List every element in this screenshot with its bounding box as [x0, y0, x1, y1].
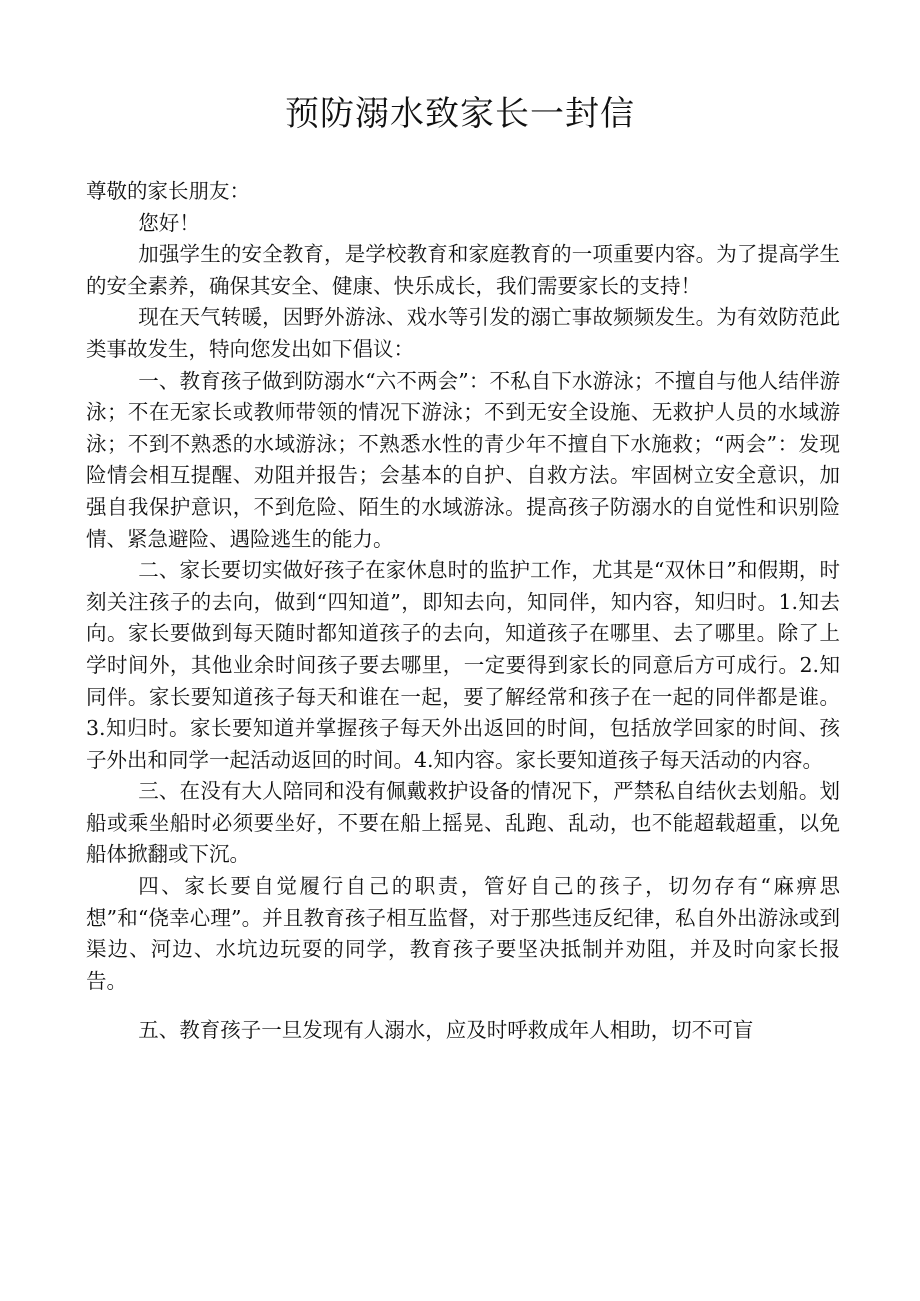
paragraph-item-2: 二、家长要切实做好孩子在家休息时的监护工作，尤其是“双休日”和假期，时刻关注孩子的去向，做到“四知道”，即知去向，知同伴，知内容，知归时。1.知去向。家长要做到每天随时都知道孩子的去向，知道孩子在哪里、去了哪里。除了上学时间外，其他业余时间孩子要去哪里，一定要得到家长的同意后方可成行。2.知同伴。家长要知道孩子每天和谁在一起，要了解经常和孩子在一起的同伴都是谁。3.知归时。家长要知道并掌握孩子每天外出返回的时间，包括放学回家的时间、孩子外出和同学一起活动返回的时间。4.知内容。家长要知道孩子每天活动的内容。: [86, 558, 840, 772]
paragraph-item-3: 三、在没有大人陪同和没有佩戴救护设备的情况下，严禁私自结伙去划船。划船或乘坐船时必须要坐好，不要在船上摇晃、乱跑、乱动，也不能超载超重，以免船体掀翻或下沉。: [86, 779, 840, 867]
salutation: 尊敬的家长朋友：: [86, 179, 250, 203]
paragraph-item-4: 四、家长要自觉履行自己的职责，管好自己的孩子，切勿存有“麻痹思想”和“侥幸心理”。并且教育孩子相互监督，对于那些违反纪律，私自外出游泳或到渠边、河边、水坑边玩耍的同学，教育孩子要坚决抵制并劝阻，并及时向家长报告。: [86, 874, 840, 993]
paragraph-background: 现在天气转暖，因野外游泳、戏水等引发的溺亡事故频频发生。为有效防范此类事故发生，特向您发出如下倡议：: [86, 305, 840, 361]
paragraph-item-1: 一、教育孩子做到防溺水“六不两会”：不私自下水游泳；不擅自与他人结伴游泳；不在无家长或教师带领的情况下游泳；不到无安全设施、无救护人员的水域游泳；不到不熟悉的水域游泳；不熟悉水性的青少年不擅自下水施救；“两会”：发现险情会相互提醒、劝阻并报告；会基本的自护、自救方法。牢固树立安全意识，加强自我保护意识，不到危险、陌生的水域游泳。提高孩子防溺水的自觉性和识别险情、紧急避险、遇险逃生的能力。: [86, 368, 840, 551]
letter-body: [86, 176, 840, 1047]
greeting: 您好！: [138, 210, 200, 235]
document-title: 预防溺水致家长一封信: [285, 94, 635, 134]
paragraph-item-5: 五、教育孩子一旦发现有人溺水，应及时呼救成年人相助，切不可盲: [138, 1018, 754, 1043]
paragraph-intro: 加强学生的安全教育，是学校教育和家庭教育的一项重要内容。为了提高学生的安全素养，确保其安全、健康、快乐成长，我们需要家长的支持！: [86, 242, 840, 298]
